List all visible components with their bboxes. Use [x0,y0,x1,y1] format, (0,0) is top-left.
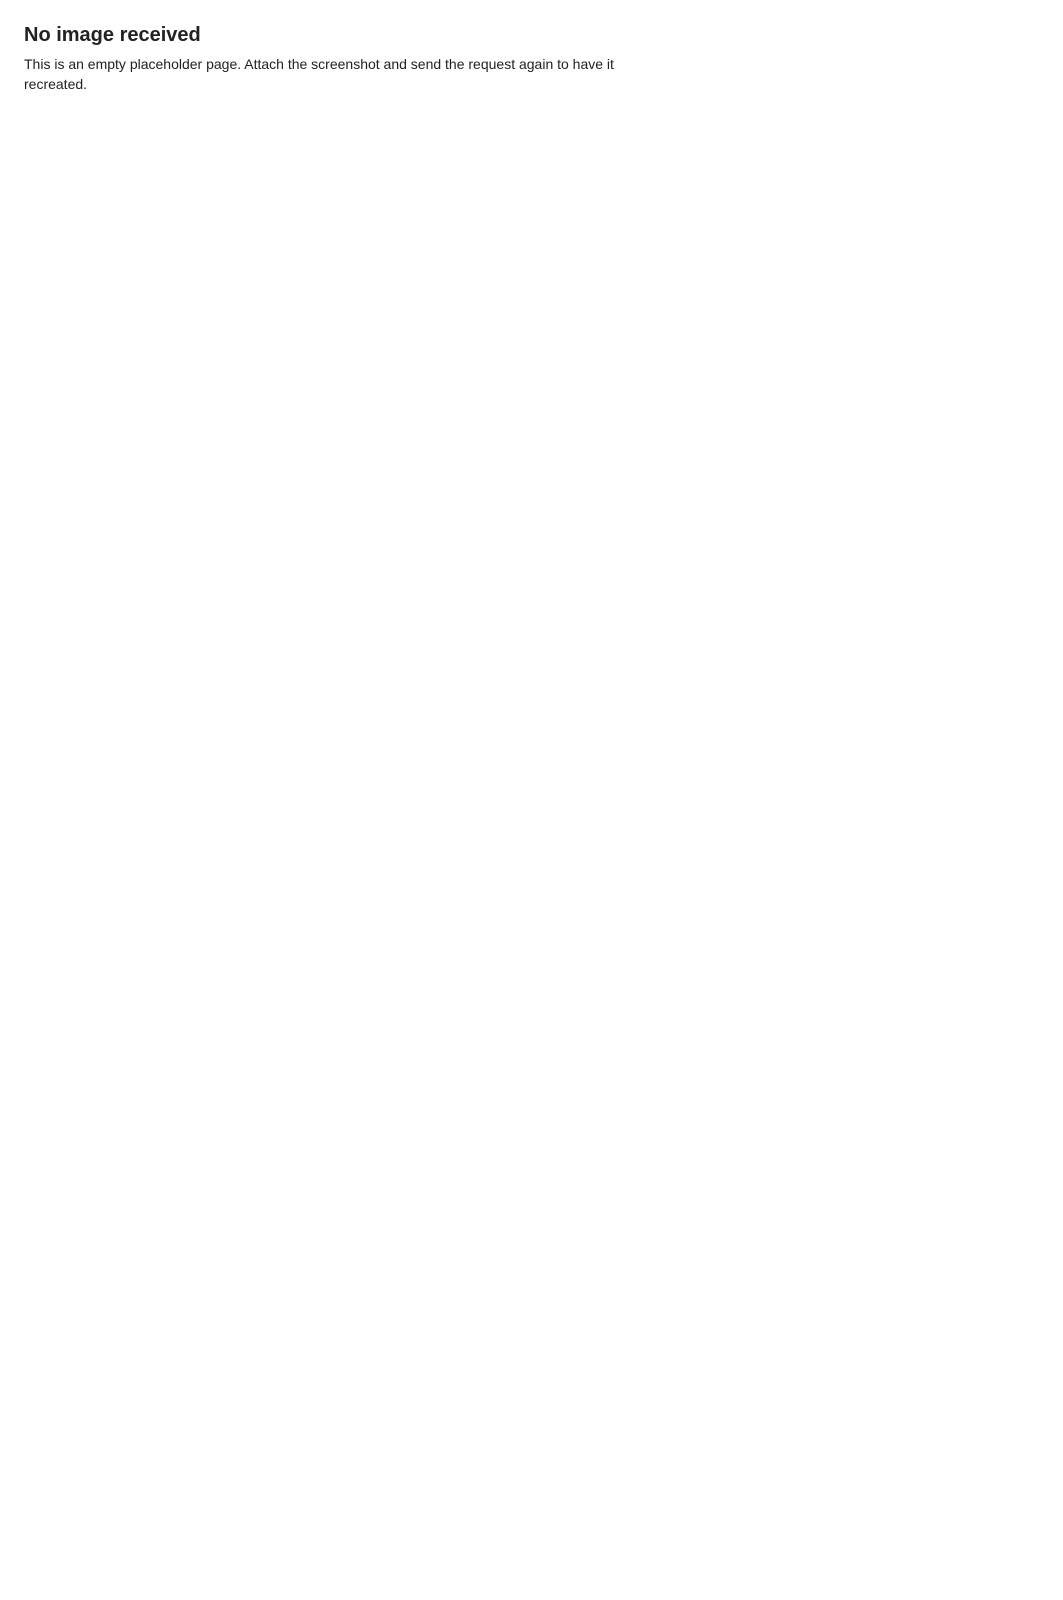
placeholder-message: This is an empty placeholder page. Attach the screenshot and send the request again to have it recreated. [24,56,614,92]
placeholder-panel [24,24,664,94]
placeholder-title: No image received [24,24,201,46]
